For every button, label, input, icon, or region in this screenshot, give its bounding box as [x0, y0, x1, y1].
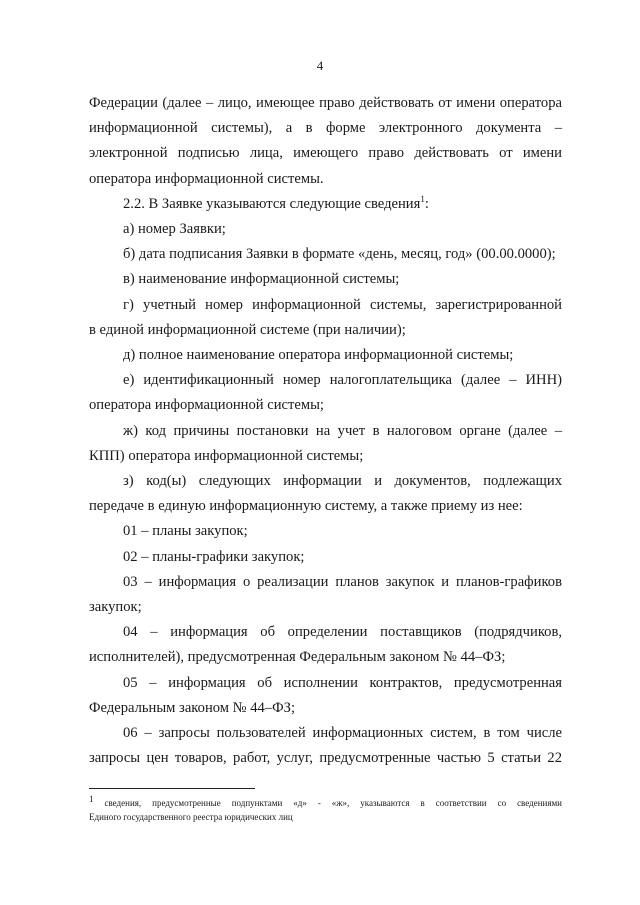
section-2-2-text: 2.2. В Заявке указываются следующие сведения [123, 195, 421, 212]
footnote-mark: 1 [89, 794, 94, 804]
footnote-line [89, 796, 562, 810]
list-item-line: з) код(ы) следующих информации и документов, подлежащих [123, 473, 562, 490]
code-item-line: 03 – информация о реализации планов закупок и планов-графиков [123, 573, 562, 590]
text-line: оператора информационной системы. [89, 170, 324, 187]
code-item-line: 04 – информация об определении поставщиков (подрядчиков, [123, 624, 562, 641]
code-item: 01 – планы закупок; [123, 523, 248, 540]
footnote-reference: 1 [420, 193, 425, 204]
document-body [89, 91, 562, 771]
list-item-line: ж) код причины постановки на учет в налоговом органе (далее – [123, 422, 562, 439]
footnote-separator [89, 788, 255, 789]
list-item-line: в единой информационной системе (при наличии); [89, 321, 406, 338]
code-item-line: 05 – информация об исполнении контрактов, предусмотренная [123, 674, 562, 691]
list-item: д) полное наименование оператора информационной системы; [123, 347, 514, 364]
list-item: в) наименование информационной системы; [123, 271, 400, 288]
footnote [89, 796, 562, 824]
page-number: 4 [316, 58, 324, 73]
text-line: Федерации (далее – лицо, имеющее право действовать от имени оператора [89, 95, 562, 111]
list-item-line: оператора информационной системы; [89, 397, 324, 414]
code-item-line: Федеральным законом № 44–ФЗ; [89, 699, 296, 716]
code-item: 02 – планы-графики закупок; [123, 548, 305, 565]
code-item-line: закупок; [89, 599, 142, 616]
footnote-text: сведения, предусмотренные подпунктами «д» - «ж», указываются в соответствии со сведениями [93, 798, 562, 808]
text-line: электронной подписью лица, имеющего право действовать от имени [89, 145, 562, 162]
section-2-2-colon: : [424, 195, 429, 212]
code-item-line: запросы цен товаров, работ, услуг, предусмотренные частью 5 статьи 22 [89, 750, 562, 767]
list-item: б) дата подписания Заявки в формате «день, месяц, год» (00.00.0000); [123, 246, 556, 263]
list-item-line: КПП) оператора информационной системы; [89, 447, 364, 464]
code-item-line: 06 – запросы пользователей информационных систем, в том числе [123, 725, 562, 742]
list-item-line: передаче в единую информационную систему, а также приему из нее: [89, 498, 523, 515]
text-line: информационной системы), а в форме электронного документа – [89, 120, 562, 137]
list-item-line: г) учетный номер информационной системы, зарегистрированной [123, 296, 562, 313]
footnote-line: Единого государственного реестра юридических лиц [89, 812, 293, 822]
section-2-2 [89, 192, 562, 217]
list-item-line: е) идентификационный номер налогоплательщика (далее – ИНН) [123, 372, 562, 389]
code-item-line: исполнителей), предусмотренная Федеральным законом № 44–ФЗ; [89, 649, 506, 666]
list-item: а) номер Заявки; [123, 221, 226, 238]
